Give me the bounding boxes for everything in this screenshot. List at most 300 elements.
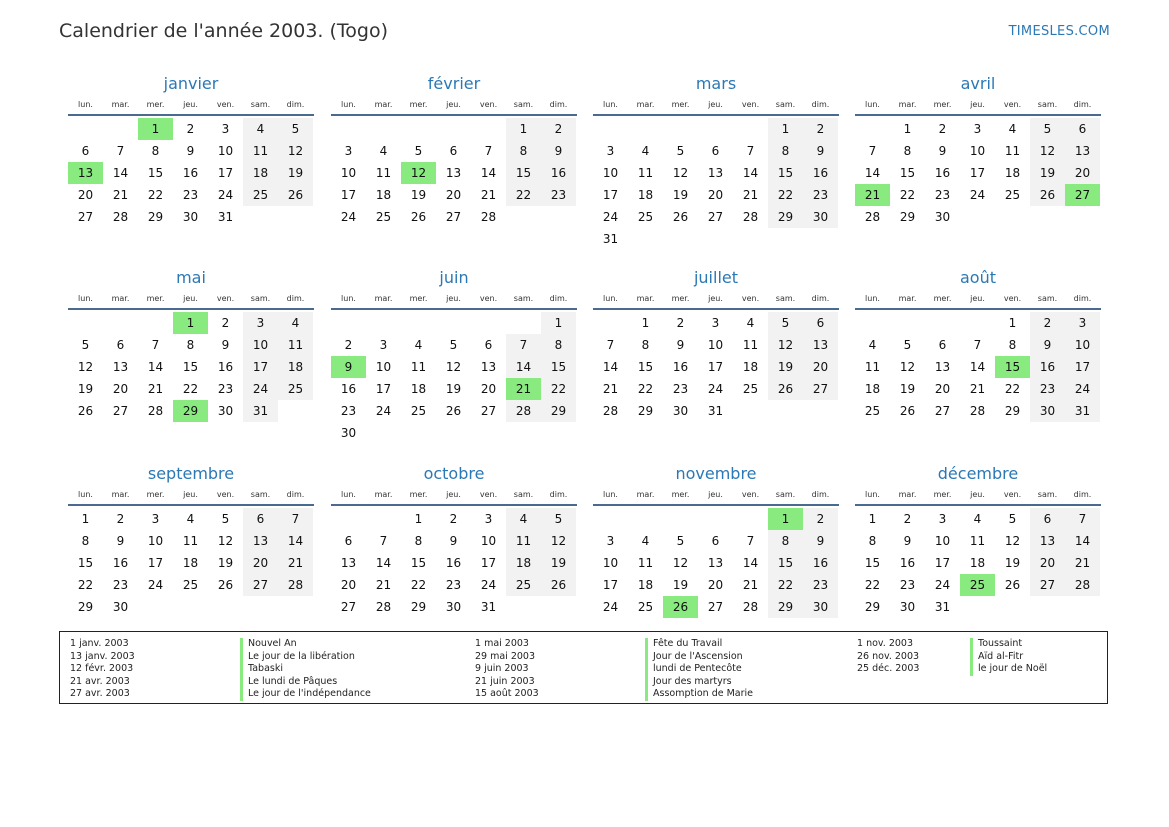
weekday-label: mer.	[146, 99, 165, 109]
legend-holiday-name: le jour de Noël	[970, 663, 1047, 676]
day-cell: 22	[506, 184, 541, 206]
weekday-label: mar.	[898, 293, 917, 303]
day-cell: 9	[116, 534, 125, 548]
empty-cell	[436, 118, 471, 140]
day-cell: 22	[147, 188, 164, 202]
day-cell: 15	[768, 162, 803, 184]
weekday-label: sam.	[1037, 99, 1058, 109]
day-cell: 5	[903, 338, 912, 352]
day-cell: 23	[541, 184, 576, 206]
weekday-label: lun.	[341, 293, 356, 303]
day-cell: 7	[484, 144, 493, 158]
day-cell: 11	[1004, 144, 1021, 158]
month-name: octobre	[423, 464, 485, 483]
day-cell: 19	[278, 162, 313, 184]
day-cell: 13	[934, 360, 951, 374]
day-cell: 27	[77, 210, 94, 224]
day-cell: 6	[711, 534, 720, 548]
legend-holiday-name: Le jour de la libération	[240, 651, 371, 664]
day-cell: 18	[637, 578, 654, 592]
day-cell: 11	[969, 534, 986, 548]
weekday-header	[855, 485, 1101, 506]
month-6	[331, 267, 577, 444]
day-cell: 2	[676, 316, 685, 330]
weekday-label: mer.	[933, 489, 952, 499]
day-grid	[593, 118, 839, 250]
day-cell: 31	[707, 404, 724, 418]
day-cell: 20	[112, 382, 129, 396]
day-cell: 13	[112, 360, 129, 374]
day-cell: 24	[480, 578, 497, 592]
legend-holiday-name: Assomption de Marie	[645, 688, 753, 701]
empty-cell	[855, 118, 890, 140]
day-cell: 3	[243, 312, 278, 334]
day-cell: 26	[768, 378, 803, 400]
day-cell: 12	[278, 140, 313, 162]
day-cell: 31	[934, 600, 951, 614]
day-cell: 30	[445, 600, 462, 614]
day-cell: 1	[641, 316, 650, 330]
day-cell: 1	[506, 118, 541, 140]
day-cell: 8	[541, 334, 576, 356]
day-cell: 7	[973, 338, 982, 352]
day-cell: 12	[217, 534, 234, 548]
legend-names-col-1	[240, 638, 371, 701]
weekday-label: mer.	[146, 293, 165, 303]
day-cell: 23	[1030, 378, 1065, 400]
empty-cell	[366, 312, 401, 334]
day-cell: 9	[186, 144, 195, 158]
day-cell: 27	[480, 404, 497, 418]
weekday-header	[593, 95, 839, 116]
day-cell: 15	[899, 166, 916, 180]
empty-cell	[331, 508, 366, 530]
day-cell: 18	[182, 556, 199, 570]
day-cell: 7	[746, 534, 755, 548]
day-grid	[68, 118, 314, 228]
month-12	[855, 463, 1101, 618]
day-cell: 23	[445, 578, 462, 592]
legend-date: 25 déc. 2003	[857, 663, 920, 674]
empty-cell	[698, 508, 733, 530]
day-cell: 28	[278, 574, 313, 596]
day-cell: 5	[676, 144, 685, 158]
day-grid	[855, 118, 1101, 228]
day-cell: 8	[768, 530, 803, 552]
day-cell: 24	[602, 210, 619, 224]
day-cell: 11	[243, 140, 278, 162]
day-cell: 18	[864, 382, 881, 396]
holiday-day-cell: 15	[995, 356, 1030, 378]
month-name: avril	[960, 74, 996, 93]
day-cell: 5	[676, 534, 685, 548]
day-cell: 1	[541, 312, 576, 334]
day-cell: 24	[1065, 378, 1100, 400]
holiday-day-cell: 12	[401, 162, 436, 184]
day-cell: 6	[449, 144, 458, 158]
weekday-label: ven.	[1003, 99, 1022, 109]
day-cell: 11	[506, 530, 541, 552]
empty-cell	[593, 508, 628, 530]
month-name: janvier	[163, 74, 219, 93]
day-cell: 28	[602, 404, 619, 418]
weekday-label: ven.	[741, 99, 760, 109]
day-cell: 31	[217, 210, 234, 224]
weekday-header	[331, 485, 577, 506]
day-cell: 22	[541, 378, 576, 400]
legend-date: 21 avr. 2003	[70, 675, 130, 687]
empty-cell	[593, 312, 628, 334]
weekday-label: lun.	[341, 489, 356, 499]
day-cell: 2	[1030, 312, 1065, 334]
day-cell: 14	[1065, 530, 1100, 552]
weekday-label: sam.	[775, 293, 796, 303]
day-cell: 26	[217, 578, 234, 592]
day-cell: 17	[243, 356, 278, 378]
day-cell: 16	[445, 556, 462, 570]
day-grid	[331, 508, 577, 618]
month-name: mars	[695, 74, 737, 93]
day-cell: 15	[182, 360, 199, 374]
legend-date: 1 janv. 2003	[70, 638, 129, 649]
day-cell: 8	[81, 534, 90, 548]
day-cell: 16	[1030, 356, 1065, 378]
empty-cell	[471, 118, 506, 140]
legend-dates-col-2	[475, 638, 539, 701]
month-name: décembre	[937, 464, 1019, 483]
legend-holiday-name: Jour des martyrs	[645, 676, 753, 689]
day-cell: 31	[480, 600, 497, 614]
day-cell: 1	[414, 512, 423, 526]
day-cell: 29	[899, 210, 916, 224]
brand-link[interactable]: TIMESLES.COM	[1008, 24, 1110, 39]
weekday-label: dim.	[1073, 99, 1092, 109]
day-cell: 11	[375, 166, 392, 180]
day-cell: 10	[934, 534, 951, 548]
day-cell: 5	[221, 512, 230, 526]
day-cell: 9	[938, 144, 947, 158]
day-cell: 2	[116, 512, 125, 526]
empty-cell	[401, 312, 436, 334]
day-cell: 8	[1008, 338, 1017, 352]
day-cell: 5	[1008, 512, 1017, 526]
day-cell: 26	[672, 210, 689, 224]
day-cell: 3	[344, 144, 353, 158]
day-cell: 12	[672, 166, 689, 180]
day-cell: 18	[410, 382, 427, 396]
month-11	[593, 463, 839, 618]
day-grid	[68, 312, 314, 422]
day-cell: 9	[803, 530, 838, 552]
day-cell: 12	[1030, 140, 1065, 162]
day-cell: 21	[1065, 552, 1100, 574]
day-cell: 11	[637, 166, 654, 180]
weekday-label: mer.	[671, 293, 690, 303]
weekday-header	[331, 289, 577, 310]
weekday-label: ven.	[741, 489, 760, 499]
day-cell: 25	[243, 184, 278, 206]
day-cell: 22	[637, 382, 654, 396]
weekday-header	[855, 289, 1101, 310]
holiday-day-cell: 9	[331, 356, 366, 378]
day-cell: 14	[278, 530, 313, 552]
day-cell: 6	[116, 338, 125, 352]
weekday-label: ven.	[479, 99, 498, 109]
day-cell: 3	[379, 338, 388, 352]
day-cell: 28	[742, 210, 759, 224]
day-cell: 31	[1065, 400, 1100, 422]
day-cell: 20	[480, 382, 497, 396]
month-name: mai	[176, 268, 206, 287]
day-cell: 14	[602, 360, 619, 374]
day-cell: 10	[707, 338, 724, 352]
month-2	[331, 73, 577, 228]
day-cell: 16	[182, 166, 199, 180]
weekday-label: ven.	[216, 293, 235, 303]
holiday-day-cell: 1	[138, 118, 173, 140]
day-cell: 2	[449, 512, 458, 526]
day-cell: 7	[379, 534, 388, 548]
weekday-label: jeu.	[970, 489, 985, 499]
day-cell: 2	[803, 118, 838, 140]
empty-cell	[698, 118, 733, 140]
day-grid	[855, 312, 1101, 422]
legend-dates-col-3	[857, 638, 919, 676]
day-cell: 2	[903, 512, 912, 526]
day-cell: 24	[934, 578, 951, 592]
day-cell: 21	[112, 188, 129, 202]
day-cell: 7	[116, 144, 125, 158]
day-cell: 15	[410, 556, 427, 570]
day-cell: 24	[243, 378, 278, 400]
day-cell: 3	[711, 316, 720, 330]
day-cell: 22	[1004, 382, 1021, 396]
day-cell: 5	[278, 118, 313, 140]
day-cell: 18	[1004, 166, 1021, 180]
day-cell: 4	[641, 534, 650, 548]
weekday-label: dim.	[811, 99, 830, 109]
weekday-label: ven.	[479, 293, 498, 303]
day-cell: 7	[1065, 508, 1100, 530]
empty-cell	[103, 118, 138, 140]
day-cell: 5	[768, 312, 803, 334]
month-9	[68, 463, 314, 618]
weekday-label: lun.	[78, 99, 93, 109]
weekday-label: sam.	[1037, 489, 1058, 499]
day-grid	[68, 508, 314, 618]
day-cell: 24	[340, 210, 357, 224]
day-cell: 26	[899, 404, 916, 418]
day-cell: 2	[541, 118, 576, 140]
day-cell: 29	[541, 400, 576, 422]
day-cell: 6	[344, 534, 353, 548]
month-7	[593, 267, 839, 422]
day-cell: 14	[864, 166, 881, 180]
day-cell: 29	[77, 600, 94, 614]
weekday-label: jeu.	[708, 293, 723, 303]
day-cell: 16	[112, 556, 129, 570]
day-cell: 7	[151, 338, 160, 352]
day-cell: 24	[602, 600, 619, 614]
day-cell: 18	[375, 188, 392, 202]
day-cell: 21	[602, 382, 619, 396]
day-cell: 17	[934, 556, 951, 570]
day-cell: 18	[506, 552, 541, 574]
day-cell: 28	[1065, 574, 1100, 596]
weekday-label: sam.	[775, 99, 796, 109]
day-cell: 1	[768, 118, 803, 140]
day-cell: 10	[602, 556, 619, 570]
month-10	[331, 463, 577, 618]
weekday-label: lun.	[341, 99, 356, 109]
day-cell: 17	[602, 578, 619, 592]
weekday-header	[593, 485, 839, 506]
day-cell: 20	[707, 578, 724, 592]
empty-cell	[471, 312, 506, 334]
day-cell: 21	[375, 578, 392, 592]
day-cell: 9	[903, 534, 912, 548]
day-cell: 30	[112, 600, 129, 614]
day-cell: 11	[637, 556, 654, 570]
empty-cell	[436, 312, 471, 334]
day-cell: 7	[868, 144, 877, 158]
day-grid	[593, 312, 839, 422]
day-cell: 19	[541, 552, 576, 574]
day-cell: 27	[934, 404, 951, 418]
weekday-label: jeu.	[708, 99, 723, 109]
day-cell: 6	[803, 312, 838, 334]
day-cell: 20	[1030, 552, 1065, 574]
weekday-label: mar.	[374, 489, 393, 499]
empty-cell	[103, 312, 138, 334]
day-cell: 3	[484, 512, 493, 526]
day-cell: 26	[445, 404, 462, 418]
day-cell: 30	[803, 206, 838, 228]
holiday-day-cell: 21	[855, 184, 890, 206]
weekday-header	[855, 95, 1101, 116]
day-cell: 6	[1030, 508, 1065, 530]
day-cell: 11	[410, 360, 427, 374]
day-cell: 12	[672, 556, 689, 570]
day-cell: 21	[480, 188, 497, 202]
day-cell: 27	[243, 574, 278, 596]
day-cell: 17	[147, 556, 164, 570]
legend-names-col-3	[970, 638, 1047, 676]
holiday-day-cell: 27	[1065, 184, 1100, 206]
holiday-day-cell: 1	[173, 312, 208, 334]
day-cell: 14	[742, 556, 759, 570]
day-cell: 26	[1004, 578, 1021, 592]
day-cell: 28	[742, 600, 759, 614]
day-cell: 3	[938, 512, 947, 526]
day-cell: 30	[934, 210, 951, 224]
day-cell: 8	[903, 144, 912, 158]
day-cell: 17	[1065, 356, 1100, 378]
legend-date: 1 nov. 2003	[857, 638, 913, 649]
month-name: février	[427, 74, 481, 93]
day-cell: 15	[147, 166, 164, 180]
day-cell: 20	[934, 382, 951, 396]
weekday-label: mar.	[636, 293, 655, 303]
day-cell: 11	[182, 534, 199, 548]
empty-cell	[506, 312, 541, 334]
day-cell: 30	[217, 404, 234, 418]
day-cell: 30	[803, 596, 838, 618]
holiday-day-cell: 21	[506, 378, 541, 400]
empty-cell	[960, 312, 995, 334]
day-cell: 25	[637, 210, 654, 224]
day-cell: 14	[506, 356, 541, 378]
legend-date: 13 janv. 2003	[70, 650, 135, 662]
day-cell: 18	[278, 356, 313, 378]
weekday-label: lun.	[603, 293, 618, 303]
day-cell: 19	[1030, 162, 1065, 184]
day-cell: 22	[768, 574, 803, 596]
day-cell: 4	[243, 118, 278, 140]
day-cell: 23	[217, 382, 234, 396]
day-cell: 3	[151, 512, 160, 526]
day-cell: 10	[969, 144, 986, 158]
day-cell: 14	[480, 166, 497, 180]
day-cell: 21	[969, 382, 986, 396]
empty-cell	[733, 118, 768, 140]
day-cell: 26	[278, 184, 313, 206]
day-cell: 27	[112, 404, 129, 418]
day-cell: 4	[973, 512, 982, 526]
day-cell: 19	[768, 356, 803, 378]
weekday-label: lun.	[603, 489, 618, 499]
weekday-label: dim.	[1073, 489, 1092, 499]
day-cell: 18	[742, 360, 759, 374]
day-cell: 29	[768, 206, 803, 228]
legend-date: 12 févr. 2003	[70, 663, 134, 674]
legend-date: 1 mai 2003	[475, 638, 529, 649]
day-cell: 4	[746, 316, 755, 330]
empty-cell	[925, 312, 960, 334]
legend-date: 21 juin 2003	[475, 675, 535, 687]
day-cell: 7	[278, 508, 313, 530]
weekday-header	[68, 95, 314, 116]
day-cell: 1	[903, 122, 912, 136]
day-cell: 4	[1008, 122, 1017, 136]
day-cell: 16	[899, 556, 916, 570]
day-cell: 13	[1065, 140, 1100, 162]
weekday-label: sam.	[250, 293, 271, 303]
day-cell: 4	[506, 508, 541, 530]
month-5	[68, 267, 314, 422]
month-1	[68, 73, 314, 228]
legend-holiday-name: Tabaski	[240, 663, 371, 676]
day-cell: 19	[445, 382, 462, 396]
day-cell: 2	[221, 316, 230, 330]
weekday-label: ven.	[479, 489, 498, 499]
day-cell: 6	[243, 508, 278, 530]
day-cell: 10	[375, 360, 392, 374]
day-cell: 15	[864, 556, 881, 570]
day-cell: 3	[221, 122, 230, 136]
weekday-header	[331, 95, 577, 116]
weekday-label: sam.	[775, 489, 796, 499]
month-3	[593, 73, 839, 250]
weekday-label: dim.	[286, 99, 305, 109]
day-cell: 9	[541, 140, 576, 162]
legend-holiday-name: Le jour de l'indépendance	[240, 688, 371, 701]
day-cell: 14	[147, 360, 164, 374]
legend-holiday-name: Le lundi de Pâques	[240, 676, 371, 689]
day-cell: 9	[449, 534, 458, 548]
day-cell: 5	[414, 144, 423, 158]
day-cell: 16	[803, 552, 838, 574]
